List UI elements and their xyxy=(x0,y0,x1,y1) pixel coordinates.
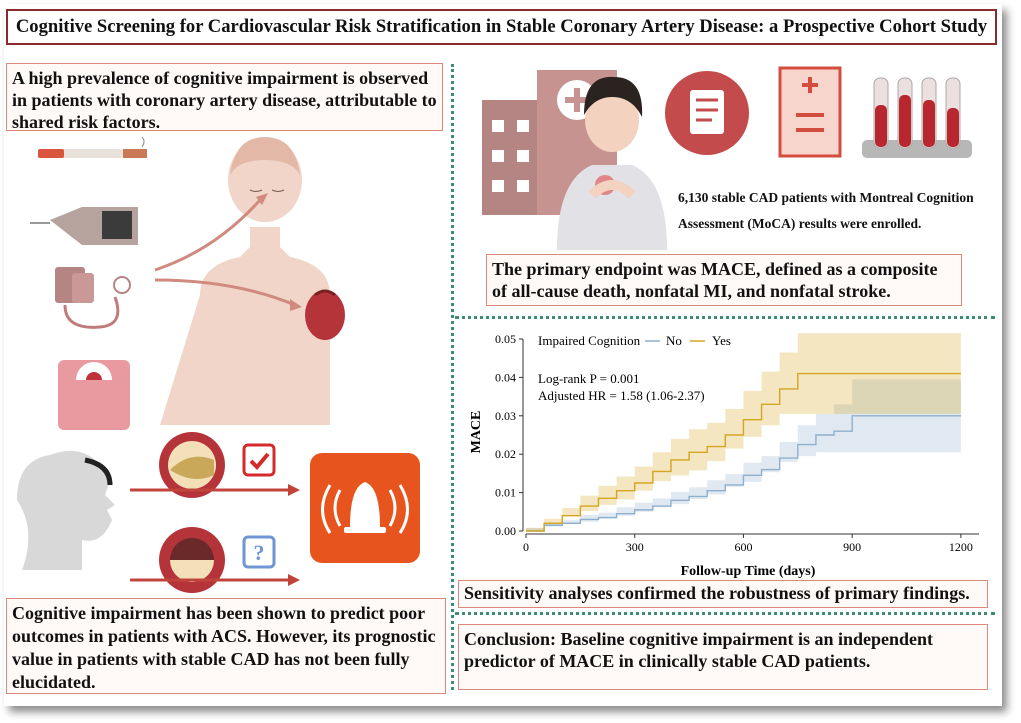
legend-yes: Yes xyxy=(712,333,731,348)
svg-text:?: ? xyxy=(253,540,265,565)
x-tick-label: 600 xyxy=(734,540,753,554)
medical-form-icon xyxy=(780,68,840,156)
blood-pressure-icon xyxy=(55,267,130,327)
y-axis-label: MACE xyxy=(469,410,484,454)
endpoint-box: The primary endpoint was MACE, defined as a composite of all-cause death, nonfatal MI, and nonfatal stroke. xyxy=(486,254,962,306)
acs-box: Cognitive impairment has been shown to predict poor outcomes in patients with ACS. However, its prognostic value in patients with stable CAD has not been fully elucidated. xyxy=(6,598,446,694)
vertical-divider xyxy=(451,64,454,690)
legend-title: Impaired Cognition xyxy=(538,333,641,348)
blood-test-tubes-icon xyxy=(862,78,972,158)
divider-bottom xyxy=(455,612,995,615)
weight-scale-icon xyxy=(58,360,130,430)
background-box: A high prevalence of cognitive impairment is observed in patients with coronary artery disease, attributable to shared risk factors. xyxy=(6,63,443,131)
y-tick-label: 0.05 xyxy=(495,332,516,346)
km-chart xyxy=(462,322,992,580)
x-tick-label: 1200 xyxy=(948,540,973,554)
enrollment-text: 6,130 stable CAD patients with Montreal Cognition Assessment (MoCA) results were enrolled. xyxy=(678,190,974,231)
annotation-logrank: Log-rank P = 0.001 xyxy=(538,371,640,386)
x-tick-label: 900 xyxy=(843,540,862,554)
head-profile-icon xyxy=(17,451,115,570)
x-axis-label: Follow-up Time (days) xyxy=(680,564,816,579)
legend-no: No xyxy=(666,333,682,348)
check-icon xyxy=(244,445,274,475)
y-tick-label: 0.02 xyxy=(495,447,516,462)
divider-top xyxy=(455,316,995,319)
poster-title: Cognitive Screening for Cardiovascular Risk Stratification in Stable Coronary Artery Disease: a Prospective Cohort Study xyxy=(6,9,997,45)
x-tick-label: 0 xyxy=(523,540,529,554)
y-tick-label: 0.00 xyxy=(495,524,516,538)
conclusion-box: Conclusion: Baseline cognitive impairment is an independent predictor of MACE in clinically stable CAD patients. xyxy=(458,624,988,690)
question-icon xyxy=(244,537,274,567)
sensitivity-box: Sensitivity analyses confirmed the robustness of primary findings. xyxy=(458,580,988,608)
glucose-meter-icon xyxy=(30,207,138,245)
risk-factor-illustration xyxy=(10,135,445,595)
annotation-hr: Adjusted HR = 1.58 (1.06-2.37) xyxy=(538,388,705,403)
alarm-bell-icon xyxy=(310,453,420,563)
y-tick-label: 0.01 xyxy=(495,485,516,500)
x-tick-label: 300 xyxy=(625,540,644,554)
y-tick-label: 0.04 xyxy=(495,370,516,385)
cigarette-icon xyxy=(38,137,147,158)
checklist-icon xyxy=(665,71,749,155)
y-tick-label: 0.03 xyxy=(495,408,516,423)
artery-plaque-icon xyxy=(159,432,225,593)
